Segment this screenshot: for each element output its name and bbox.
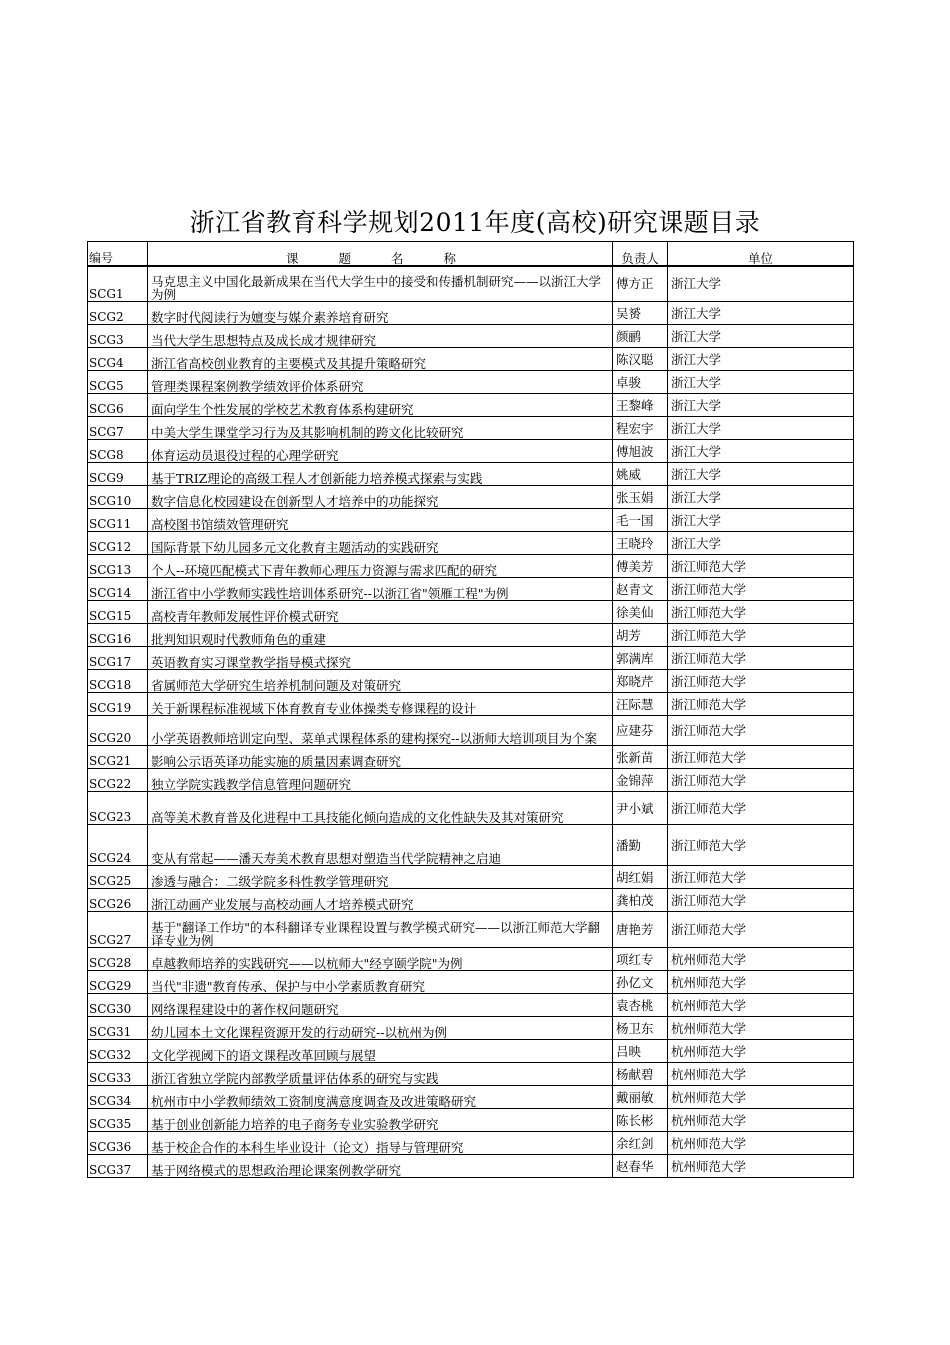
row-code: SCG9: [88, 463, 148, 486]
row-unit: 浙江师范大学: [668, 912, 854, 948]
row-unit: 杭州师范大学: [668, 1040, 854, 1063]
table-row: [88, 792, 854, 825]
row-person: 胡芳: [613, 624, 668, 647]
row-person: 姚威: [613, 463, 668, 486]
header-unit: 单位: [668, 242, 854, 266]
row-title: 网络课程建设中的著作权问题研究: [148, 994, 613, 1017]
row-unit: 杭州师范大学: [668, 1017, 854, 1040]
table-row: [88, 1155, 854, 1178]
row-person: 孙亿文: [613, 971, 668, 994]
row-person: 项红专: [613, 948, 668, 971]
row-title: 国际背景下幼儿园多元文化教育主题活动的实践研究: [148, 532, 613, 555]
row-unit: 杭州师范大学: [668, 994, 854, 1017]
row-code: SCG5: [88, 371, 148, 394]
table-row: [88, 509, 854, 532]
row-title: 卓越教师培养的实践研究——以杭师大"经亨颐学院"为例: [148, 948, 613, 971]
row-title: 当代"非遗"教育传承、保护与中小学素质教育研究: [148, 971, 613, 994]
row-code: SCG4: [88, 348, 148, 371]
row-unit: 浙江师范大学: [668, 866, 854, 889]
row-code: SCG13: [88, 555, 148, 578]
table-row: [88, 716, 854, 746]
row-person: 郭满库: [613, 647, 668, 670]
row-person: 傅方正: [613, 266, 668, 302]
row-code: SCG17: [88, 647, 148, 670]
row-code: SCG2: [88, 302, 148, 325]
row-person: 赵春华: [613, 1155, 668, 1178]
row-code: SCG6: [88, 394, 148, 417]
table-row: [88, 440, 854, 463]
table-row: [88, 1017, 854, 1040]
table-row: [88, 647, 854, 670]
row-person: 潘勤: [613, 825, 668, 866]
row-code: SCG18: [88, 670, 148, 693]
row-title: 基于校企合作的本科生毕业设计（论文）指导与管理研究: [148, 1132, 613, 1155]
row-person: 王晓玲: [613, 532, 668, 555]
row-title: 浙江省独立学院内部教学质量评估体系的研究与实践: [148, 1063, 613, 1086]
table-row: [88, 746, 854, 769]
row-person: 杨献碧: [613, 1063, 668, 1086]
table-row: [88, 463, 854, 486]
row-person: 杨卫东: [613, 1017, 668, 1040]
header-title: 课 题 名 称: [148, 242, 613, 266]
row-unit: 杭州师范大学: [668, 948, 854, 971]
row-person: 傅美芳: [613, 555, 668, 578]
table-row: [88, 1132, 854, 1155]
table-row: [88, 325, 854, 348]
row-title: 高等美术教育普及化进程中工具技能化倾向造成的文化性缺失及其对策研究: [148, 792, 613, 825]
row-title: 幼儿园本土文化课程资源开发的行动研究--以杭州为例: [148, 1017, 613, 1040]
row-unit: 浙江大学: [668, 325, 854, 348]
row-code: SCG15: [88, 601, 148, 624]
row-code: SCG14: [88, 578, 148, 601]
row-code: SCG36: [88, 1132, 148, 1155]
row-code: SCG25: [88, 866, 148, 889]
table-row: [88, 1109, 854, 1132]
row-title: 体育运动员退役过程的心理学研究: [148, 440, 613, 463]
table-row: [88, 889, 854, 912]
row-unit: 杭州师范大学: [668, 971, 854, 994]
table-header-row: [88, 242, 854, 266]
row-unit: 浙江师范大学: [668, 693, 854, 716]
page-title: 浙江省教育科学规划2011年度(高校)研究课题目录: [189, 208, 761, 237]
row-unit: 浙江师范大学: [668, 716, 854, 746]
table-row: [88, 417, 854, 440]
row-person: 吕映: [613, 1040, 668, 1063]
row-title: 高校图书馆绩效管理研究: [148, 509, 613, 532]
row-unit: 浙江大学: [668, 463, 854, 486]
row-unit: 浙江大学: [668, 371, 854, 394]
row-unit: 浙江师范大学: [668, 889, 854, 912]
row-unit: 浙江大学: [668, 417, 854, 440]
row-title: 基于创业创新能力培养的电子商务专业实验教学研究: [148, 1109, 613, 1132]
row-person: 程宏宇: [613, 417, 668, 440]
row-code: SCG37: [88, 1155, 148, 1178]
row-unit: 浙江师范大学: [668, 601, 854, 624]
row-title: 浙江动画产业发展与高校动画人才培养模式研究: [148, 889, 613, 912]
row-unit: 浙江大学: [668, 394, 854, 417]
table-row: [88, 394, 854, 417]
row-person: 袁杏桃: [613, 994, 668, 1017]
header-code: 编号: [88, 242, 148, 266]
row-unit: 浙江大学: [668, 486, 854, 509]
table-row: [88, 624, 854, 647]
table-row: [88, 1086, 854, 1109]
row-title: 关于新课程标准视域下体育教育专业体操类专修课程的设计: [148, 693, 613, 716]
row-title: 中美大学生课堂学习行为及其影响机制的跨文化比较研究: [148, 417, 613, 440]
row-title: 杭州市中小学教师绩效工资制度满意度调查及改进策略研究: [148, 1086, 613, 1109]
table-row: [88, 578, 854, 601]
row-code: SCG8: [88, 440, 148, 463]
row-title: 基于"翻译工作坊"的本科翻译专业课程设置与教学模式研究——以浙江师范大学翻译专业为例: [148, 912, 613, 948]
row-unit: 浙江大学: [668, 440, 854, 463]
row-person: 颜鹂: [613, 325, 668, 348]
table-row: [88, 302, 854, 325]
table-row: [88, 486, 854, 509]
row-person: 应建芬: [613, 716, 668, 746]
row-code: SCG26: [88, 889, 148, 912]
row-code: SCG20: [88, 716, 148, 746]
project-table: [87, 241, 854, 1178]
row-code: SCG31: [88, 1017, 148, 1040]
table-row: [88, 825, 854, 866]
row-title: 省属师范大学研究生培养机制问题及对策研究: [148, 670, 613, 693]
row-unit: 浙江师范大学: [668, 555, 854, 578]
row-person: 陈长彬: [613, 1109, 668, 1132]
row-unit: 浙江大学: [668, 509, 854, 532]
row-code: SCG29: [88, 971, 148, 994]
table-row: [88, 555, 854, 578]
row-person: 唐艳芳: [613, 912, 668, 948]
row-title: 小学英语教师培训定向型、菜单式课程体系的建构探究--以浙师大培训项目为个案: [148, 716, 613, 746]
row-person: 陈汉聪: [613, 348, 668, 371]
row-unit: 浙江师范大学: [668, 769, 854, 792]
row-code: SCG33: [88, 1063, 148, 1086]
row-person: 余红剑: [613, 1132, 668, 1155]
row-unit: 浙江大学: [668, 266, 854, 302]
table-row: [88, 371, 854, 394]
row-title: 管理类课程案例教学绩效评价体系研究: [148, 371, 613, 394]
row-title: 渗透与融合：二级学院多科性教学管理研究: [148, 866, 613, 889]
table-row: [88, 769, 854, 792]
row-unit: 杭州师范大学: [668, 1063, 854, 1086]
row-person: 汪际慧: [613, 693, 668, 716]
table-row: [88, 693, 854, 716]
row-code: SCG7: [88, 417, 148, 440]
row-unit: 杭州师范大学: [668, 1109, 854, 1132]
row-unit: 浙江大学: [668, 532, 854, 555]
row-code: SCG11: [88, 509, 148, 532]
row-title: 文化学视阈下的语文课程改革回顾与展望: [148, 1040, 613, 1063]
row-unit: 浙江师范大学: [668, 825, 854, 866]
row-person: 吴赟: [613, 302, 668, 325]
table-row: [88, 601, 854, 624]
row-unit: 浙江师范大学: [668, 624, 854, 647]
row-unit: 浙江师范大学: [668, 792, 854, 825]
row-person: 郑晓芹: [613, 670, 668, 693]
row-code: SCG24: [88, 825, 148, 866]
header-person: 负责人: [613, 242, 668, 266]
row-title: 数字时代阅读行为嬗变与媒介素养培育研究: [148, 302, 613, 325]
row-person: 胡红娟: [613, 866, 668, 889]
row-person: 戴丽敏: [613, 1086, 668, 1109]
row-code: SCG27: [88, 912, 148, 948]
row-unit: 杭州师范大学: [668, 1086, 854, 1109]
row-unit: 杭州师范大学: [668, 1132, 854, 1155]
row-code: SCG1: [88, 266, 148, 302]
row-unit: 浙江师范大学: [668, 670, 854, 693]
row-title: 浙江省高校创业教育的主要模式及其提升策略研究: [148, 348, 613, 371]
table-row: [88, 1063, 854, 1086]
row-title: 英语教育实习课堂教学指导模式探究: [148, 647, 613, 670]
table-row: [88, 912, 854, 948]
row-person: 徐美仙: [613, 601, 668, 624]
row-unit: 浙江大学: [668, 302, 854, 325]
table-row: [88, 1040, 854, 1063]
row-code: SCG35: [88, 1109, 148, 1132]
row-code: SCG12: [88, 532, 148, 555]
row-unit: 浙江师范大学: [668, 746, 854, 769]
row-person: 张新苗: [613, 746, 668, 769]
table-row: [88, 866, 854, 889]
row-code: SCG19: [88, 693, 148, 716]
row-person: 毛一国: [613, 509, 668, 532]
row-title: 高校青年教师发展性评价模式研究: [148, 601, 613, 624]
row-title: 基于TRIZ理论的高级工程人才创新能力培养模式探索与实践: [148, 463, 613, 486]
table-row: [88, 348, 854, 371]
row-person: 尹小斌: [613, 792, 668, 825]
row-code: SCG3: [88, 325, 148, 348]
table-row: [88, 971, 854, 994]
row-code: SCG10: [88, 486, 148, 509]
row-code: SCG30: [88, 994, 148, 1017]
row-title: 基于网络模式的思想政治理论课案例教学研究: [148, 1155, 613, 1178]
table-row: [88, 532, 854, 555]
row-code: SCG34: [88, 1086, 148, 1109]
row-title: 面向学生个性发展的学校艺术教育体系构建研究: [148, 394, 613, 417]
row-code: SCG23: [88, 792, 148, 825]
row-title: 影响公示语英译功能实施的质量因素调查研究: [148, 746, 613, 769]
row-title: 独立学院实践教学信息管理问题研究: [148, 769, 613, 792]
row-code: SCG16: [88, 624, 148, 647]
row-code: SCG21: [88, 746, 148, 769]
row-title: 批判知识观时代教师角色的重建: [148, 624, 613, 647]
table-row: [88, 670, 854, 693]
row-title: 数字信息化校园建设在创新型人才培养中的功能探究: [148, 486, 613, 509]
row-person: 龚柏茂: [613, 889, 668, 912]
row-unit: 浙江师范大学: [668, 578, 854, 601]
row-title: 变从有常起——潘天寿美术教育思想对塑造当代学院精神之启迪: [148, 825, 613, 866]
row-title: 个人--环境匹配模式下青年教师心理压力资源与需求匹配的研究: [148, 555, 613, 578]
row-person: 傅旭波: [613, 440, 668, 463]
row-unit: 杭州师范大学: [668, 1155, 854, 1178]
row-code: SCG32: [88, 1040, 148, 1063]
row-code: SCG22: [88, 769, 148, 792]
row-person: 赵青文: [613, 578, 668, 601]
row-code: SCG28: [88, 948, 148, 971]
table-row: [88, 994, 854, 1017]
row-title: 当代大学生思想特点及成长成才规律研究: [148, 325, 613, 348]
table-row: [88, 948, 854, 971]
table-row: [88, 266, 854, 302]
row-person: 卓骏: [613, 371, 668, 394]
row-unit: 浙江师范大学: [668, 647, 854, 670]
row-unit: 浙江大学: [668, 348, 854, 371]
row-person: 金锦萍: [613, 769, 668, 792]
row-title: 马克思主义中国化最新成果在当代大学生中的接受和传播机制研究——以浙江大学为例: [148, 266, 613, 302]
row-person: 张玉娟: [613, 486, 668, 509]
row-title: 浙江省中小学教师实践性培训体系研究--以浙江省"领雁工程"为例: [148, 578, 613, 601]
row-person: 王黎峰: [613, 394, 668, 417]
